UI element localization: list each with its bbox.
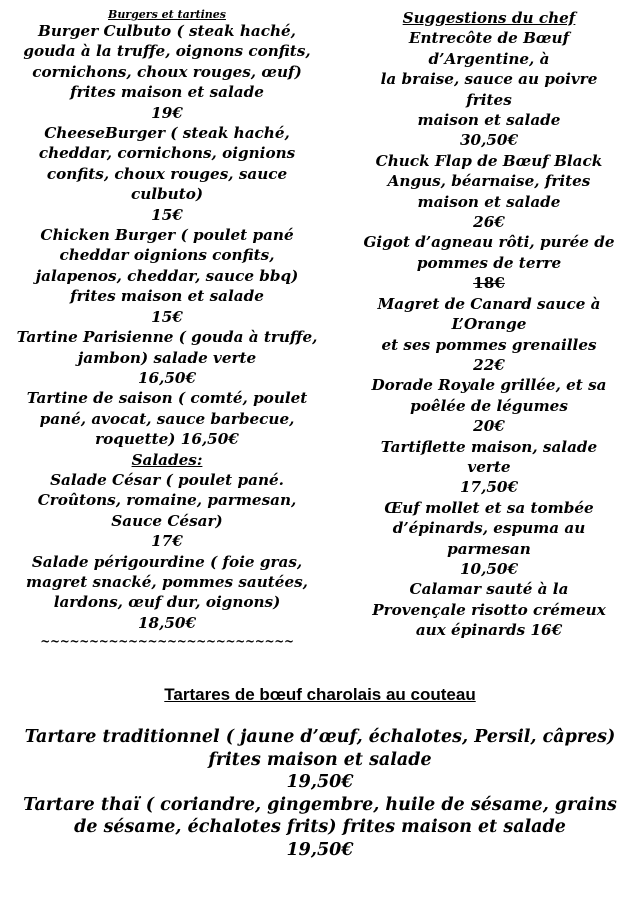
menu-line: 22€ (473, 355, 505, 374)
menu-line: magret snacké, pommes sautées, (26, 572, 308, 591)
struck-price: 18€ (473, 274, 505, 293)
menu-line: 30,50€ (459, 131, 519, 150)
menu-line: la braise, sauce au poivre (380, 70, 598, 89)
menu-line: jambon) salade verte (77, 348, 257, 367)
menu-line: 19,50€ (286, 772, 354, 793)
menu-line: Provençale risotto crémeux (372, 600, 606, 619)
menu-line: Magret de Canard sauce à (377, 294, 601, 313)
menu-line: cornichons, choux rouges, œuf) (32, 62, 302, 81)
menu-line: culbuto) (130, 185, 204, 204)
menu-line: frites maison et salade (208, 749, 432, 770)
menu-line: pommes de terre (416, 253, 562, 272)
menu-line: Chicken Burger ( poulet pané (40, 226, 294, 245)
menu-line: 26€ (473, 213, 505, 232)
menu-line: 10,50€ (459, 559, 519, 578)
suggestions-list-a (340, 28, 638, 273)
tartares-list (0, 726, 640, 862)
menu-line: de sésame, échalotes frits) frites maison et salade (74, 817, 566, 838)
section-title-burgers: Burgers et tartines (108, 8, 226, 21)
menu-line: maison et salade (417, 192, 561, 211)
section-title-suggestions: Suggestions du chef (402, 9, 576, 27)
section-title-tartares: Tartares de bœuf charolais au couteau (164, 685, 476, 704)
menu-line: verte (467, 457, 511, 476)
menu-line: gouda à la truffe, oignons confits, (23, 42, 311, 61)
menu-line: 19€ (151, 103, 183, 122)
menu-line: frites maison et salade (70, 83, 264, 102)
menu-line: Salade César ( poulet pané. (50, 470, 284, 489)
menu-line: Croûtons, romaine, parmesan, (37, 491, 297, 510)
menu-line: Tartare traditionnel ( jaune d’œuf, échalotes, Persil, câpres) (24, 727, 616, 747)
menu-line: L’Orange (451, 315, 527, 334)
left-column (2, 8, 332, 649)
menu-line: Tartine Parisienne ( gouda à truffe, (16, 328, 318, 347)
menu-line: CheeseBurger ( steak haché, (44, 124, 290, 143)
menu-line: 17,50€ (459, 478, 519, 497)
menu-line: Tartine de saison ( comté, poulet (26, 389, 308, 408)
menu-line: 17€ (151, 532, 183, 551)
menu-line: 15€ (151, 205, 183, 224)
menu-line: 20€ (473, 417, 505, 436)
menu-line: cheddar, cornichons, oignions (38, 144, 296, 163)
menu-line: lardons, œuf dur, oignons) (53, 593, 281, 612)
menu-line: parmesan (447, 539, 531, 558)
menu-line: confits, choux rouges, sauce (46, 164, 288, 183)
menu-line: maison et salade (417, 111, 561, 130)
menu-line: d’épinards, espuma au (392, 519, 586, 538)
menu-line: aux épinards 16€ (415, 621, 563, 640)
menu-line: Tartare thaï ( coriandre, gingembre, huile de sésame, grains (23, 794, 617, 815)
menu-line: Sauce César) (111, 511, 223, 530)
burgers-list (2, 21, 332, 450)
section-title-salads: Salades: (131, 450, 203, 469)
suggestions-list-b (340, 294, 638, 641)
menu-line: 19,50€ (286, 839, 354, 860)
menu-line: Dorade Royale grillée, et sa (371, 376, 607, 395)
menu-line: 16,50€ (137, 368, 197, 387)
divider: ~~~~~~~~~~~~~~~~~~~~~~~~~~ (40, 634, 294, 649)
menu-line: frites (466, 90, 512, 109)
menu-line: d’Argentine, à (428, 49, 550, 68)
menu-line: poêlée de légumes (410, 396, 568, 415)
menu-line: Angus, béarnaise, frites (387, 172, 591, 191)
menu-line: Entrecôte de Bœuf (408, 29, 570, 48)
menu-line: jalapenos, cheddar, sauce bbq) (35, 266, 299, 285)
menu-line: Burger Culbuto ( steak haché, (38, 22, 296, 40)
menu-line: Tartiflette maison, salade (380, 437, 598, 456)
menu-line: roquette) 16,50€ (95, 430, 239, 449)
menu-line: Salade périgourdine ( foie gras, (31, 552, 303, 571)
menu-line: pané, avocat, sauce barbecue, (39, 409, 295, 428)
menu-line: Gigot d’agneau rôti, purée de (363, 233, 615, 252)
menu-line: Œuf mollet et sa tombée (384, 498, 594, 517)
menu-line: Chuck Flap de Bœuf Black (375, 151, 603, 170)
menu-line: Calamar sauté à la (409, 580, 569, 599)
menu-line: frites maison et salade (70, 287, 264, 306)
menu-line: 15€ (151, 307, 183, 326)
salads-list (2, 470, 332, 633)
right-column (340, 8, 638, 641)
menu-line: 18,50€ (137, 613, 197, 632)
menu-line: et ses pommes grenailles (381, 335, 597, 354)
menu-line: cheddar oignions confits, (59, 246, 275, 265)
